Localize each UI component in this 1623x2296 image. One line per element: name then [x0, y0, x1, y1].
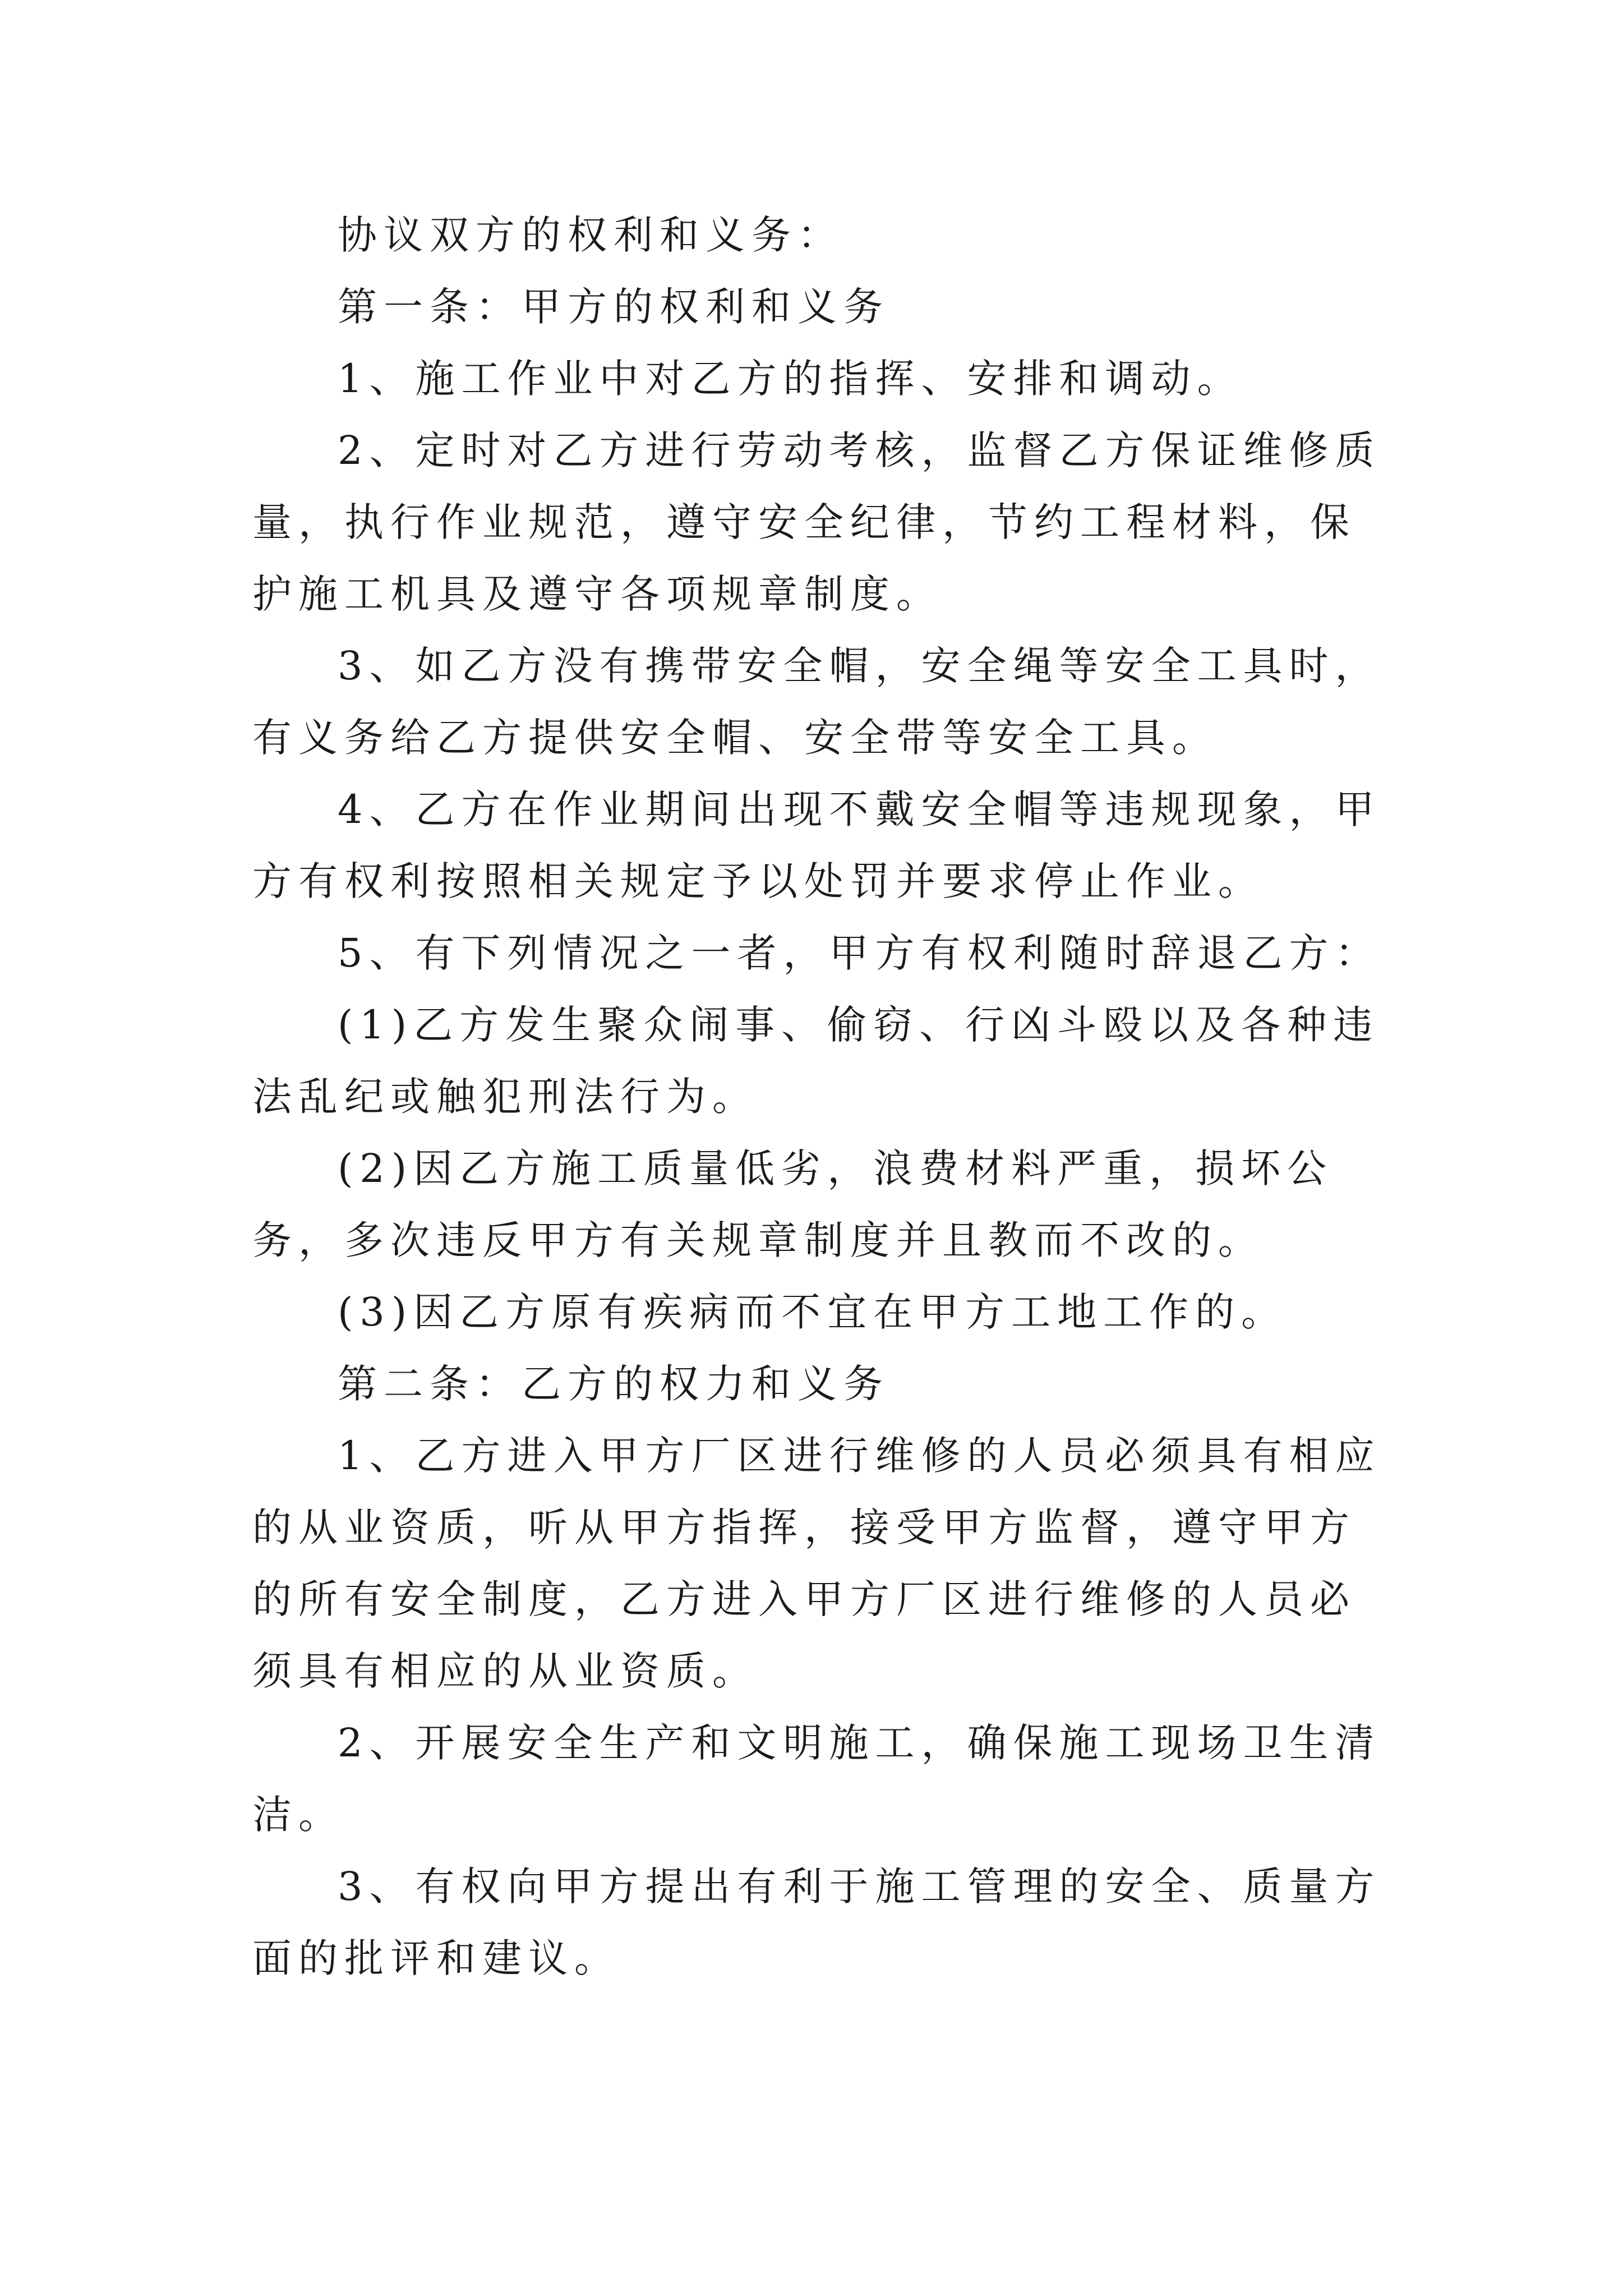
section-intro-heading: 协议双方的权利和义务： — [338, 212, 843, 258]
article-1-item-2: 2、定时对乙方进行劳动考核，监督乙方保证维修质量，执行作业规范，遵守安全纪律，节约工程材料，保护施工机具及遵守各项规章制度。 — [252, 427, 1381, 617]
article-2-heading: 第二条：乙方的权力和义务 — [338, 1361, 889, 1407]
article-2-item-2: 2、开展安全生产和文明施工，确保施工现场卫生清洁。 — [252, 1720, 1381, 1838]
article-1-heading: 第一条：甲方的权利和义务 — [338, 284, 889, 330]
article-2-item-3: 3、有权向甲方提出有利于施工管理的安全、质量方面的批评和建议。 — [252, 1864, 1381, 1981]
article-1-item-5: 5、有下列情况之一者，甲方有权利随时辞退乙方： — [338, 930, 1381, 976]
article-1-item-1: 1、施工作业中对乙方的指挥、安排和调动。 — [338, 356, 1243, 402]
article-1-item-5-sub-1: (1)乙方发生聚众闹事、偷窃、行凶斗殴以及各种违法乱纪或触犯刑法行为。 — [252, 1002, 1380, 1120]
article-1-item-5-sub-3: (3)因乙方原有疾病而不宜在甲方工地工作的。 — [338, 1289, 1288, 1335]
article-1-item-4: 4、乙方在作业期间出现不戴安全帽等违规现象，甲方有权利按照相关规定予以处罚并要求停止作业。 — [252, 786, 1381, 904]
article-1-item-5-sub-2: (2)因乙方施工质量低劣，浪费材料严重，损坏公务，多次违反甲方有关规章制度并且教而不改的。 — [252, 1145, 1334, 1263]
article-1-item-3: 3、如乙方没有携带安全帽，安全绳等安全工具时，有义务给乙方提供安全帽、安全带等安全工具。 — [252, 643, 1381, 761]
document-page — [252, 199, 1391, 1994]
article-2-item-1: 1、乙方进入甲方厂区进行维修的人员必须具有相应的从业资质，听从甲方指挥，接受甲方监督，遵守甲方的所有安全制度，乙方进入甲方厂区进行维修的人员必须具有相应的从业资质。 — [252, 1433, 1381, 1694]
